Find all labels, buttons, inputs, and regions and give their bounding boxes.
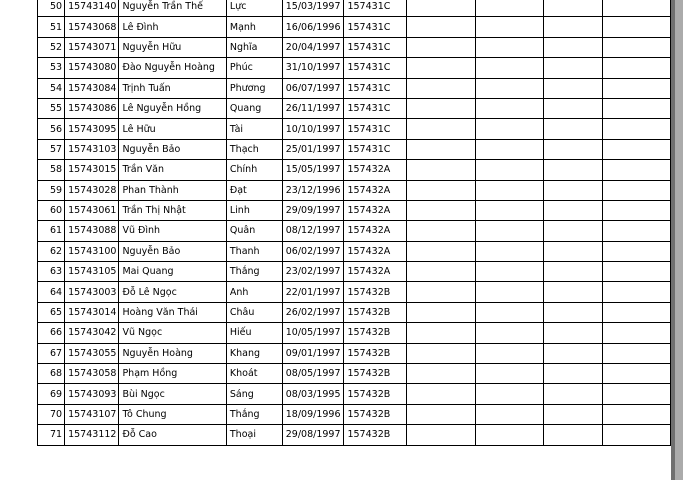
cell-student-id: 15743014	[65, 302, 119, 322]
cell-class: 157431C	[344, 119, 406, 139]
cell-empty	[603, 221, 671, 241]
cell-stt: 53	[38, 58, 65, 78]
cell-empty	[603, 37, 671, 57]
cell-first-name: Thạch	[226, 139, 282, 159]
cell-empty	[406, 119, 475, 139]
cell-empty	[603, 302, 671, 322]
cell-birth-date: 31/10/1997	[282, 58, 344, 78]
cell-empty	[476, 302, 544, 322]
cell-first-name: Châu	[226, 302, 282, 322]
cell-empty	[406, 17, 475, 37]
cell-student-id: 15743055	[65, 343, 119, 363]
cell-empty	[476, 221, 544, 241]
cell-empty	[543, 384, 602, 404]
cell-student-id: 15743095	[65, 119, 119, 139]
cell-first-name: Sáng	[226, 384, 282, 404]
cell-birth-date: 29/09/1997	[282, 200, 344, 220]
cell-birth-date: 09/01/1997	[282, 343, 344, 363]
cell-last-middle-name: Lê Hữu	[119, 119, 226, 139]
table-row	[38, 160, 671, 180]
cell-birth-date: 08/12/1997	[282, 221, 344, 241]
cell-class: 157432B	[344, 384, 406, 404]
cell-empty	[406, 262, 475, 282]
cell-class: 157431C	[344, 78, 406, 98]
cell-last-middle-name: Bùi Ngọc	[119, 384, 226, 404]
cell-empty	[406, 37, 475, 57]
cell-empty	[476, 37, 544, 57]
cell-birth-date: 08/03/1995	[282, 384, 344, 404]
cell-empty	[406, 160, 475, 180]
table-body	[38, 0, 671, 445]
table-row	[38, 364, 671, 384]
cell-empty	[543, 78, 602, 98]
cell-empty	[543, 241, 602, 261]
cell-empty	[543, 221, 602, 241]
table-row	[38, 404, 671, 424]
cell-first-name: Đạt	[226, 180, 282, 200]
table-row	[38, 119, 671, 139]
cell-last-middle-name: Phan Thành	[119, 180, 226, 200]
cell-class: 157432A	[344, 221, 406, 241]
cell-empty	[476, 180, 544, 200]
cell-empty	[406, 282, 475, 302]
cell-empty	[406, 404, 475, 424]
cell-empty	[543, 180, 602, 200]
cell-empty	[603, 343, 671, 363]
cell-class: 157431C	[344, 0, 406, 17]
cell-last-middle-name: Nguyễn Hoàng	[119, 343, 226, 363]
cell-birth-date: 23/02/1997	[282, 262, 344, 282]
cell-empty	[603, 200, 671, 220]
cell-stt: 57	[38, 139, 65, 159]
cell-empty	[476, 139, 544, 159]
cell-class: 157431C	[344, 37, 406, 57]
cell-last-middle-name: Trần Văn	[119, 160, 226, 180]
table-row	[38, 98, 671, 118]
cell-class: 157432A	[344, 241, 406, 261]
cell-first-name: Anh	[226, 282, 282, 302]
cell-student-id: 15743112	[65, 425, 119, 445]
cell-empty	[406, 241, 475, 261]
cell-empty	[406, 58, 475, 78]
cell-last-middle-name: Đào Nguyễn Hoàng	[119, 58, 226, 78]
cell-first-name: Phương	[226, 78, 282, 98]
cell-birth-date: 06/02/1997	[282, 241, 344, 261]
table-row	[38, 302, 671, 322]
cell-birth-date: 18/09/1996	[282, 404, 344, 424]
cell-last-middle-name: Lê Đình	[119, 17, 226, 37]
table-row	[38, 17, 671, 37]
cell-empty	[406, 364, 475, 384]
cell-empty	[476, 119, 544, 139]
cell-birth-date: 25/01/1997	[282, 139, 344, 159]
cell-student-id: 15743071	[65, 37, 119, 57]
cell-first-name: Lực	[226, 0, 282, 17]
cell-student-id: 15743105	[65, 262, 119, 282]
cell-empty	[476, 241, 544, 261]
cell-empty	[603, 139, 671, 159]
cell-class: 157431C	[344, 17, 406, 37]
cell-first-name: Thanh	[226, 241, 282, 261]
cell-empty	[543, 139, 602, 159]
cell-birth-date: 06/07/1997	[282, 78, 344, 98]
cell-first-name: Linh	[226, 200, 282, 220]
cell-last-middle-name: Hoàng Văn Thái	[119, 302, 226, 322]
cell-last-middle-name: Vũ Đình	[119, 221, 226, 241]
cell-stt: 52	[38, 37, 65, 57]
cell-empty	[543, 98, 602, 118]
cell-empty	[543, 343, 602, 363]
cell-last-middle-name: Lê Nguyễn Hồng	[119, 98, 226, 118]
cell-empty	[476, 282, 544, 302]
cell-last-middle-name: Tô Chung	[119, 404, 226, 424]
cell-stt: 70	[38, 404, 65, 424]
cell-stt: 67	[38, 343, 65, 363]
cell-empty	[603, 17, 671, 37]
cell-stt: 63	[38, 262, 65, 282]
cell-stt: 69	[38, 384, 65, 404]
cell-empty	[603, 384, 671, 404]
cell-first-name: Thoại	[226, 425, 282, 445]
cell-empty	[603, 364, 671, 384]
table-row	[38, 282, 671, 302]
table-row	[38, 78, 671, 98]
cell-last-middle-name: Nguyễn Trần Thế	[119, 0, 226, 17]
table-row	[38, 180, 671, 200]
cell-stt: 64	[38, 282, 65, 302]
cell-last-middle-name: Vũ Ngọc	[119, 323, 226, 343]
cell-birth-date: 23/12/1996	[282, 180, 344, 200]
cell-birth-date: 26/02/1997	[282, 302, 344, 322]
cell-student-id: 15743140	[65, 0, 119, 17]
table-row	[38, 343, 671, 363]
cell-empty	[603, 0, 671, 17]
cell-empty	[543, 0, 602, 17]
cell-empty	[543, 262, 602, 282]
cell-last-middle-name: Nguyễn Bảo	[119, 241, 226, 261]
cell-student-id: 15743093	[65, 384, 119, 404]
page-shadow	[671, 0, 675, 480]
cell-birth-date: 22/01/1997	[282, 282, 344, 302]
cell-first-name: Khang	[226, 343, 282, 363]
cell-first-name: Thắng	[226, 262, 282, 282]
cell-stt: 50	[38, 0, 65, 17]
cell-empty	[476, 262, 544, 282]
cell-student-id: 15743015	[65, 160, 119, 180]
cell-class: 157432B	[344, 343, 406, 363]
cell-empty	[476, 364, 544, 384]
cell-class: 157432A	[344, 262, 406, 282]
cell-birth-date: 20/04/1997	[282, 37, 344, 57]
cell-stt: 58	[38, 160, 65, 180]
cell-student-id: 15743042	[65, 323, 119, 343]
cell-empty	[603, 180, 671, 200]
cell-class: 157432B	[344, 404, 406, 424]
cell-class: 157432A	[344, 200, 406, 220]
cell-first-name: Tài	[226, 119, 282, 139]
table-row	[38, 200, 671, 220]
cell-empty	[603, 282, 671, 302]
cell-empty	[543, 160, 602, 180]
cell-empty	[543, 17, 602, 37]
cell-empty	[603, 241, 671, 261]
cell-stt: 65	[38, 302, 65, 322]
cell-birth-date: 26/11/1997	[282, 98, 344, 118]
cell-class: 157431C	[344, 58, 406, 78]
cell-empty	[476, 323, 544, 343]
cell-birth-date: 08/05/1997	[282, 364, 344, 384]
cell-class: 157432B	[344, 323, 406, 343]
cell-class: 157431C	[344, 139, 406, 159]
cell-empty	[476, 78, 544, 98]
cell-stt: 61	[38, 221, 65, 241]
cell-empty	[406, 0, 475, 17]
table-row	[38, 241, 671, 261]
cell-last-middle-name: Nguyễn Bảo	[119, 139, 226, 159]
cell-stt: 68	[38, 364, 65, 384]
cell-empty	[406, 384, 475, 404]
cell-stt: 60	[38, 200, 65, 220]
table-row	[38, 58, 671, 78]
cell-last-middle-name: Nguyễn Hữu	[119, 37, 226, 57]
cell-empty	[543, 323, 602, 343]
cell-empty	[603, 58, 671, 78]
cell-student-id: 15743028	[65, 180, 119, 200]
cell-empty	[543, 58, 602, 78]
cell-first-name: Quân	[226, 221, 282, 241]
cell-empty	[543, 200, 602, 220]
cell-first-name: Thắng	[226, 404, 282, 424]
cell-empty	[476, 425, 544, 445]
table-row	[38, 262, 671, 282]
table-row	[38, 221, 671, 241]
cell-student-id: 15743100	[65, 241, 119, 261]
cell-empty	[603, 119, 671, 139]
cell-stt: 54	[38, 78, 65, 98]
cell-last-middle-name: Trịnh Tuấn	[119, 78, 226, 98]
cell-empty	[603, 78, 671, 98]
table-row	[38, 0, 671, 17]
cell-empty	[406, 425, 475, 445]
cell-empty	[603, 98, 671, 118]
table-row	[38, 384, 671, 404]
cell-empty	[543, 302, 602, 322]
cell-student-id: 15743061	[65, 200, 119, 220]
cell-empty	[476, 98, 544, 118]
cell-class: 157432B	[344, 302, 406, 322]
cell-student-id: 15743058	[65, 364, 119, 384]
cell-empty	[476, 404, 544, 424]
cell-student-id: 15743003	[65, 282, 119, 302]
cell-empty	[543, 404, 602, 424]
cell-student-id: 15743107	[65, 404, 119, 424]
cell-stt: 51	[38, 17, 65, 37]
cell-empty	[543, 364, 602, 384]
cell-first-name: Hiếu	[226, 323, 282, 343]
cell-first-name: Nghĩa	[226, 37, 282, 57]
cell-birth-date: 15/05/1997	[282, 160, 344, 180]
table-row	[38, 323, 671, 343]
cell-empty	[476, 343, 544, 363]
cell-empty	[476, 58, 544, 78]
cell-first-name: Mạnh	[226, 17, 282, 37]
cell-class: 157432A	[344, 180, 406, 200]
cell-last-middle-name: Mai Quang	[119, 262, 226, 282]
table-row	[38, 37, 671, 57]
cell-birth-date: 10/05/1997	[282, 323, 344, 343]
cell-first-name: Phúc	[226, 58, 282, 78]
cell-first-name: Chính	[226, 160, 282, 180]
cell-empty	[406, 139, 475, 159]
cell-empty	[476, 384, 544, 404]
cell-empty	[406, 343, 475, 363]
cell-first-name: Khoát	[226, 364, 282, 384]
cell-birth-date: 29/08/1997	[282, 425, 344, 445]
cell-student-id: 15743088	[65, 221, 119, 241]
cell-student-id: 15743103	[65, 139, 119, 159]
cell-empty	[406, 180, 475, 200]
cell-empty	[406, 98, 475, 118]
cell-empty	[476, 17, 544, 37]
cell-last-middle-name: Phạm Hồng	[119, 364, 226, 384]
cell-stt: 55	[38, 98, 65, 118]
cell-class: 157431C	[344, 98, 406, 118]
student-list-table	[37, 0, 671, 446]
table-row	[38, 139, 671, 159]
cell-class: 157432A	[344, 160, 406, 180]
cell-stt: 62	[38, 241, 65, 261]
cell-last-middle-name: Đỗ Lê Ngọc	[119, 282, 226, 302]
cell-last-middle-name: Đỗ Cao	[119, 425, 226, 445]
cell-birth-date: 16/06/1996	[282, 17, 344, 37]
cell-student-id: 15743084	[65, 78, 119, 98]
cell-empty	[603, 262, 671, 282]
cell-empty	[476, 200, 544, 220]
table-row	[38, 425, 671, 445]
cell-empty	[603, 160, 671, 180]
cell-stt: 71	[38, 425, 65, 445]
cell-empty	[603, 323, 671, 343]
cell-empty	[406, 78, 475, 98]
cell-stt: 59	[38, 180, 65, 200]
cell-birth-date: 10/10/1997	[282, 119, 344, 139]
cell-student-id: 15743068	[65, 17, 119, 37]
cell-empty	[543, 37, 602, 57]
cell-class: 157432B	[344, 425, 406, 445]
cell-empty	[543, 119, 602, 139]
cell-stt: 56	[38, 119, 65, 139]
cell-class: 157432B	[344, 364, 406, 384]
cell-stt: 66	[38, 323, 65, 343]
cell-empty	[476, 160, 544, 180]
cell-empty	[603, 404, 671, 424]
cell-class: 157432B	[344, 282, 406, 302]
cell-empty	[543, 425, 602, 445]
cell-first-name: Quang	[226, 98, 282, 118]
cell-empty	[543, 282, 602, 302]
cell-student-id: 15743080	[65, 58, 119, 78]
cell-empty	[406, 323, 475, 343]
cell-empty	[406, 200, 475, 220]
cell-birth-date: 15/03/1997	[282, 0, 344, 17]
cell-student-id: 15743086	[65, 98, 119, 118]
cell-empty	[406, 221, 475, 241]
cell-empty	[603, 425, 671, 445]
cell-empty	[406, 302, 475, 322]
cell-empty	[476, 0, 544, 17]
cell-last-middle-name: Trần Thị Nhật	[119, 200, 226, 220]
